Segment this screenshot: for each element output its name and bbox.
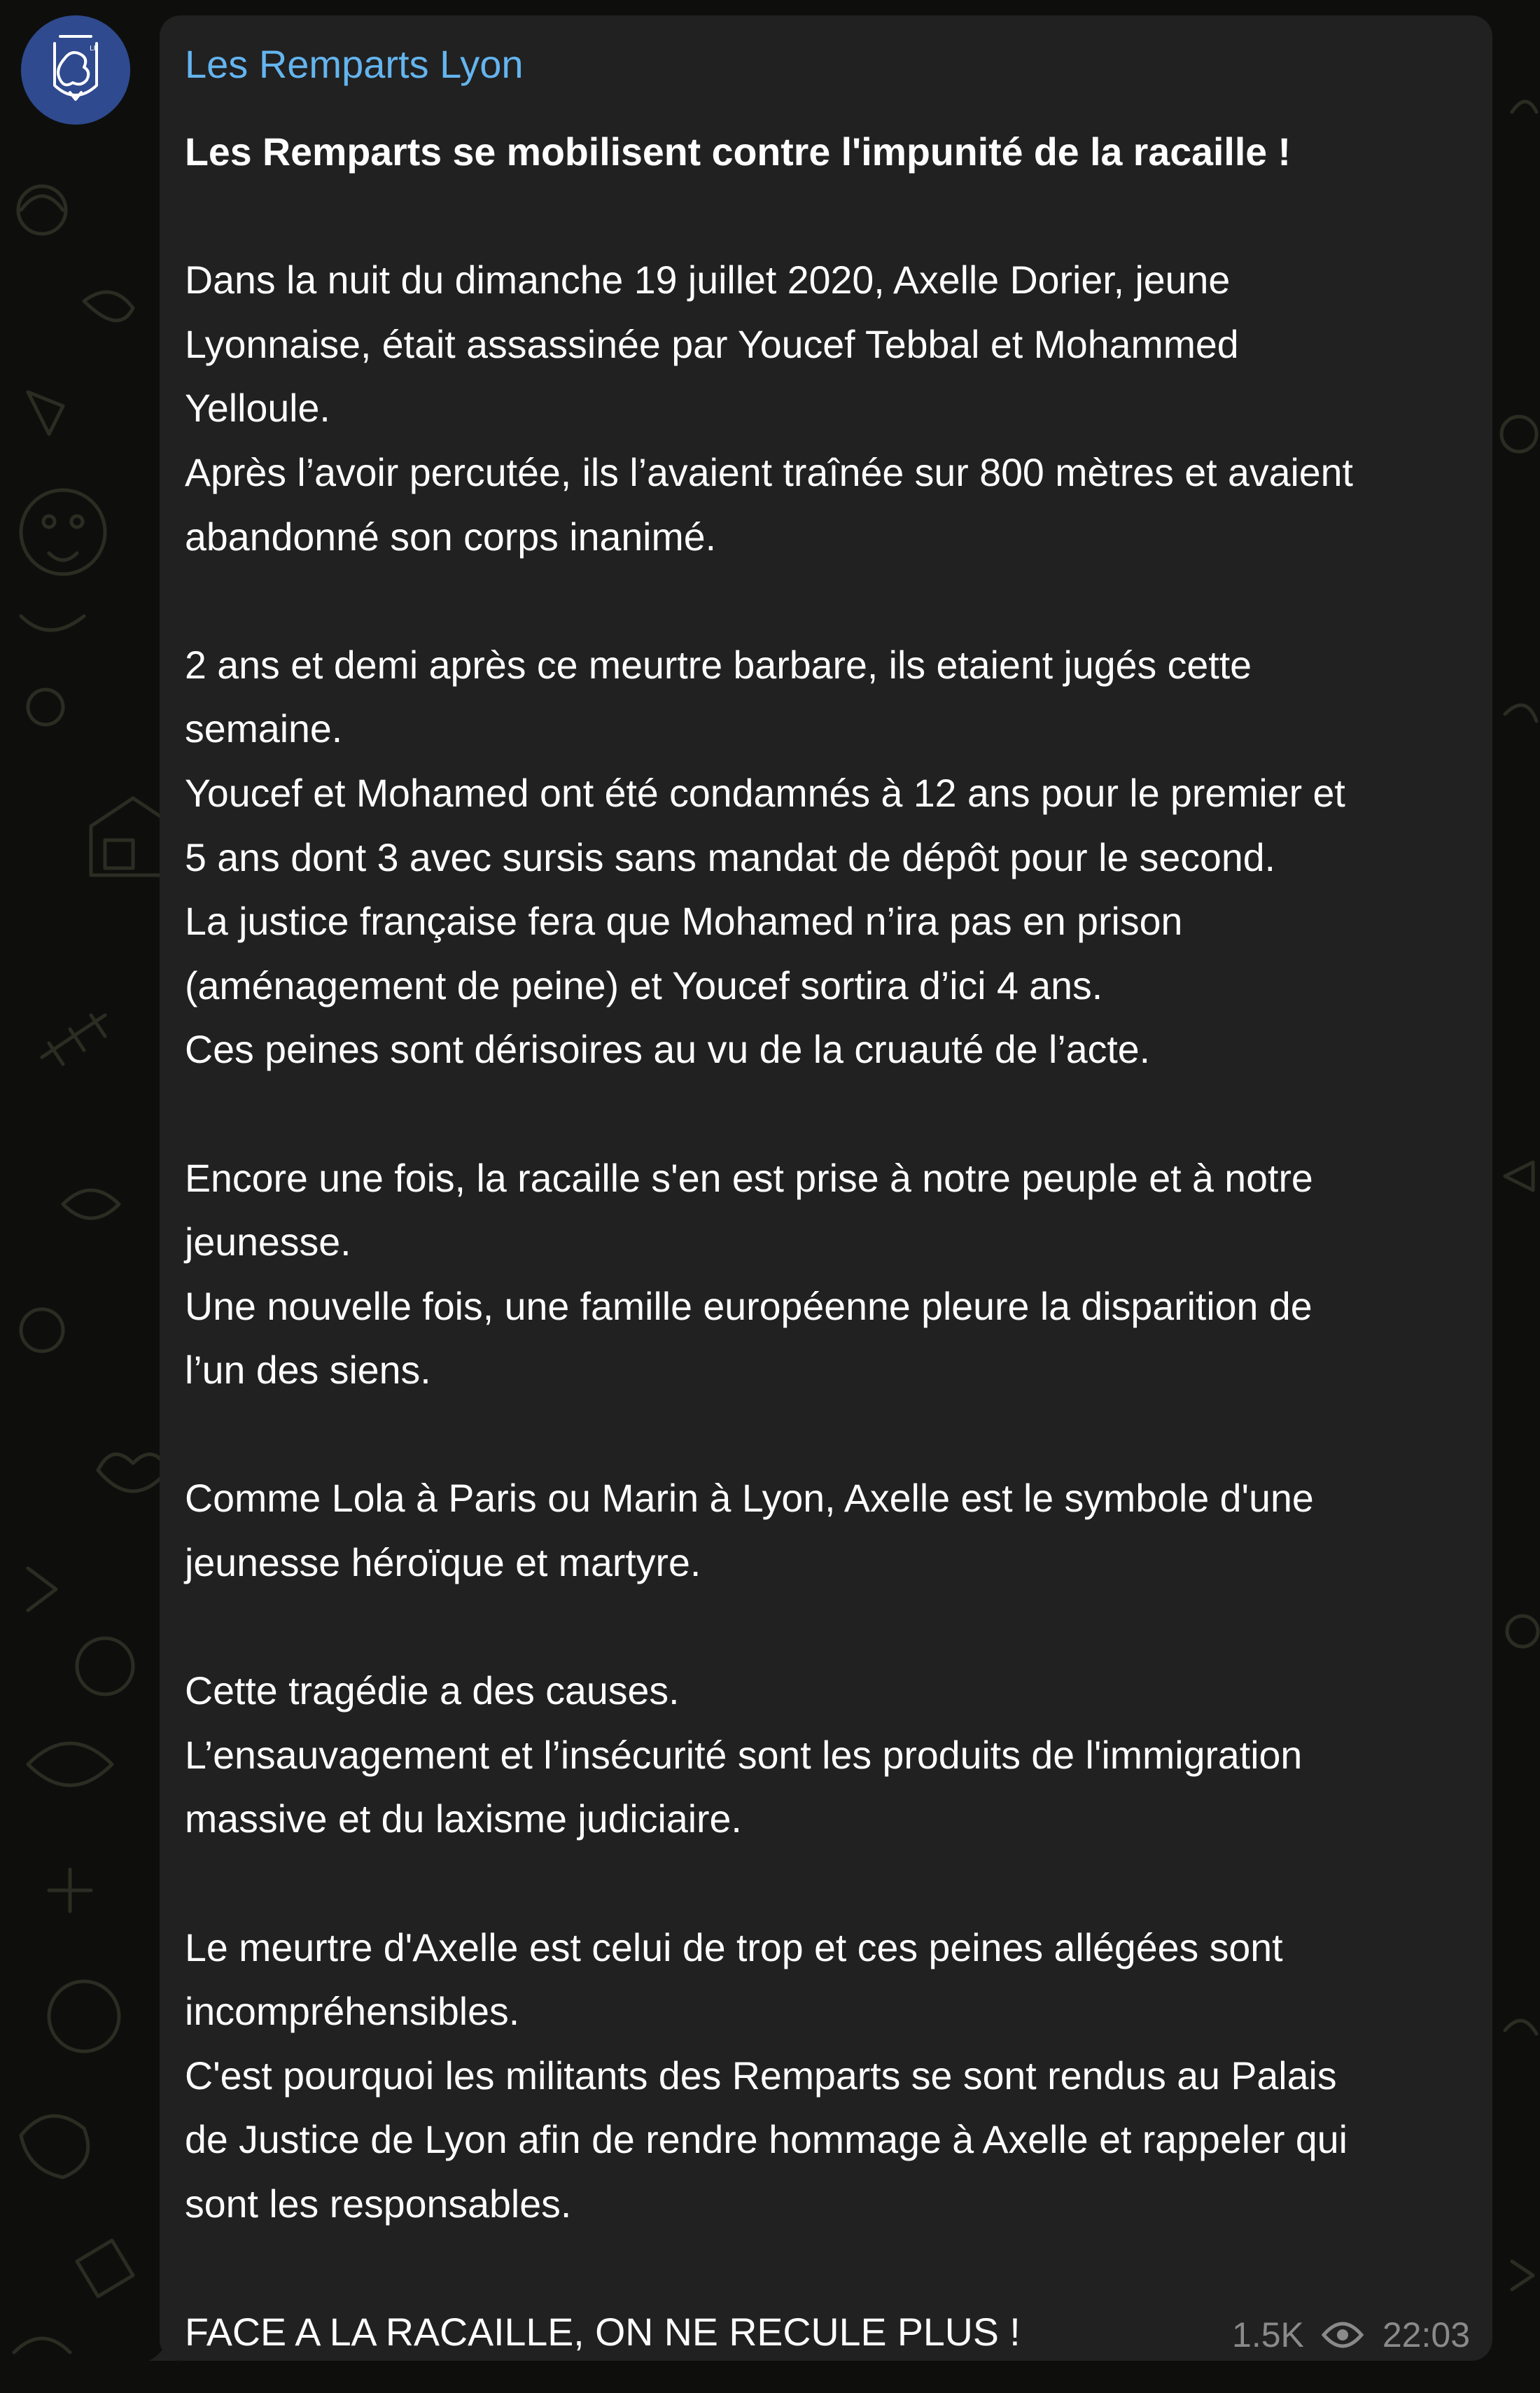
channel-name[interactable]: Les Remparts Lyon — [185, 42, 524, 86]
message-line: Une nouvelle fois, une famille européenne pleure la disparition de — [185, 1284, 1312, 1328]
message-line: 2 ans et demi après ce meurtre barbare, ils etaient jugés cette — [185, 643, 1252, 687]
message-meta — [1232, 2312, 1470, 2358]
message-line — [185, 1403, 1487, 1467]
message-line: Lyonnaise, était assassinée par Youcef Tebbal et Mohammed — [185, 322, 1239, 366]
message-bubble[interactable] — [160, 15, 1492, 2361]
message-line: Ces peines sont dérisoires au vu de la cruauté de l’acte. — [185, 1028, 1151, 1072]
message-line: L’ensauvagement et l’insécurité sont les produits de l'immigration — [185, 1733, 1303, 1777]
message-line: Le meurtre d'Axelle est celui de trop et ces peines allégées sont — [185, 1925, 1283, 1969]
channel-avatar[interactable] — [21, 15, 130, 125]
message-line: Dans la nuit du dimanche 19 juillet 2020, Axelle Dorier, jeune — [185, 258, 1231, 302]
message-line: incompréhensibles. — [185, 1990, 520, 2034]
lion-crest-icon — [21, 15, 130, 125]
eye-icon — [1321, 2321, 1364, 2349]
message-line: Cette tragédie a des causes. — [185, 1669, 680, 1713]
message-line: Comme Lola à Paris ou Marin à Lyon, Axelle est le symbole d'une — [185, 1477, 1314, 1521]
view-count: 1.5K — [1232, 2315, 1304, 2354]
message-line — [185, 1082, 1487, 1147]
message-line: Yelloule. — [185, 386, 330, 431]
message-line: C'est pourquoi les militants des Remparts se sont rendus au Palais — [185, 2053, 1337, 2098]
message-line — [185, 1852, 1487, 1916]
message-line — [185, 1596, 1487, 1660]
message-line: (aménagement de peine) et Youcef sortira d’ici 4 ans. — [185, 963, 1103, 1007]
message-line — [185, 2237, 1487, 2301]
message-line: de Justice de Lyon afin de rendre hommage à Axelle et rappeler qui — [185, 2118, 1348, 2162]
message-line: 5 ans dont 3 avec sursis sans mandat de dépôt pour le second. — [185, 835, 1276, 879]
message-line: Youcef et Mohamed ont été condamnés à 12 ans pour le premier et — [185, 771, 1345, 815]
message-line: jeunesse héroïque et martyre. — [185, 1541, 701, 1585]
message-line: Les Remparts se mobilisent contre l'impunité de la racaille ! — [185, 130, 1292, 174]
svg-text:LR: LR — [90, 45, 99, 53]
message-line: semaine. — [185, 707, 343, 751]
message-line: FACE A LA RACAILLE, ON NE RECULE PLUS ! — [185, 2310, 1021, 2354]
message-line — [185, 185, 1487, 249]
message-line: Après l’avoir percutée, ils l’avaient traînée sur 800 mètres et avaient — [185, 450, 1353, 494]
message-time: 22:03 — [1382, 2315, 1470, 2354]
message-text — [185, 120, 1487, 2365]
message-line: abandonné son corps inanimé. — [185, 515, 717, 559]
message-line: La justice française fera que Mohamed n’ira pas en prison — [185, 900, 1183, 944]
message-line — [185, 569, 1487, 634]
message-line: Encore une fois, la racaille s'en est prise à notre peuple et à notre — [185, 1156, 1313, 1200]
message-line: l’un des siens. — [185, 1348, 431, 1393]
message-line: massive et du laxisme judiciaire. — [185, 1797, 742, 1841]
message-line: jeunesse. — [185, 1220, 351, 1264]
message-line: sont les responsables. — [185, 2182, 572, 2226]
